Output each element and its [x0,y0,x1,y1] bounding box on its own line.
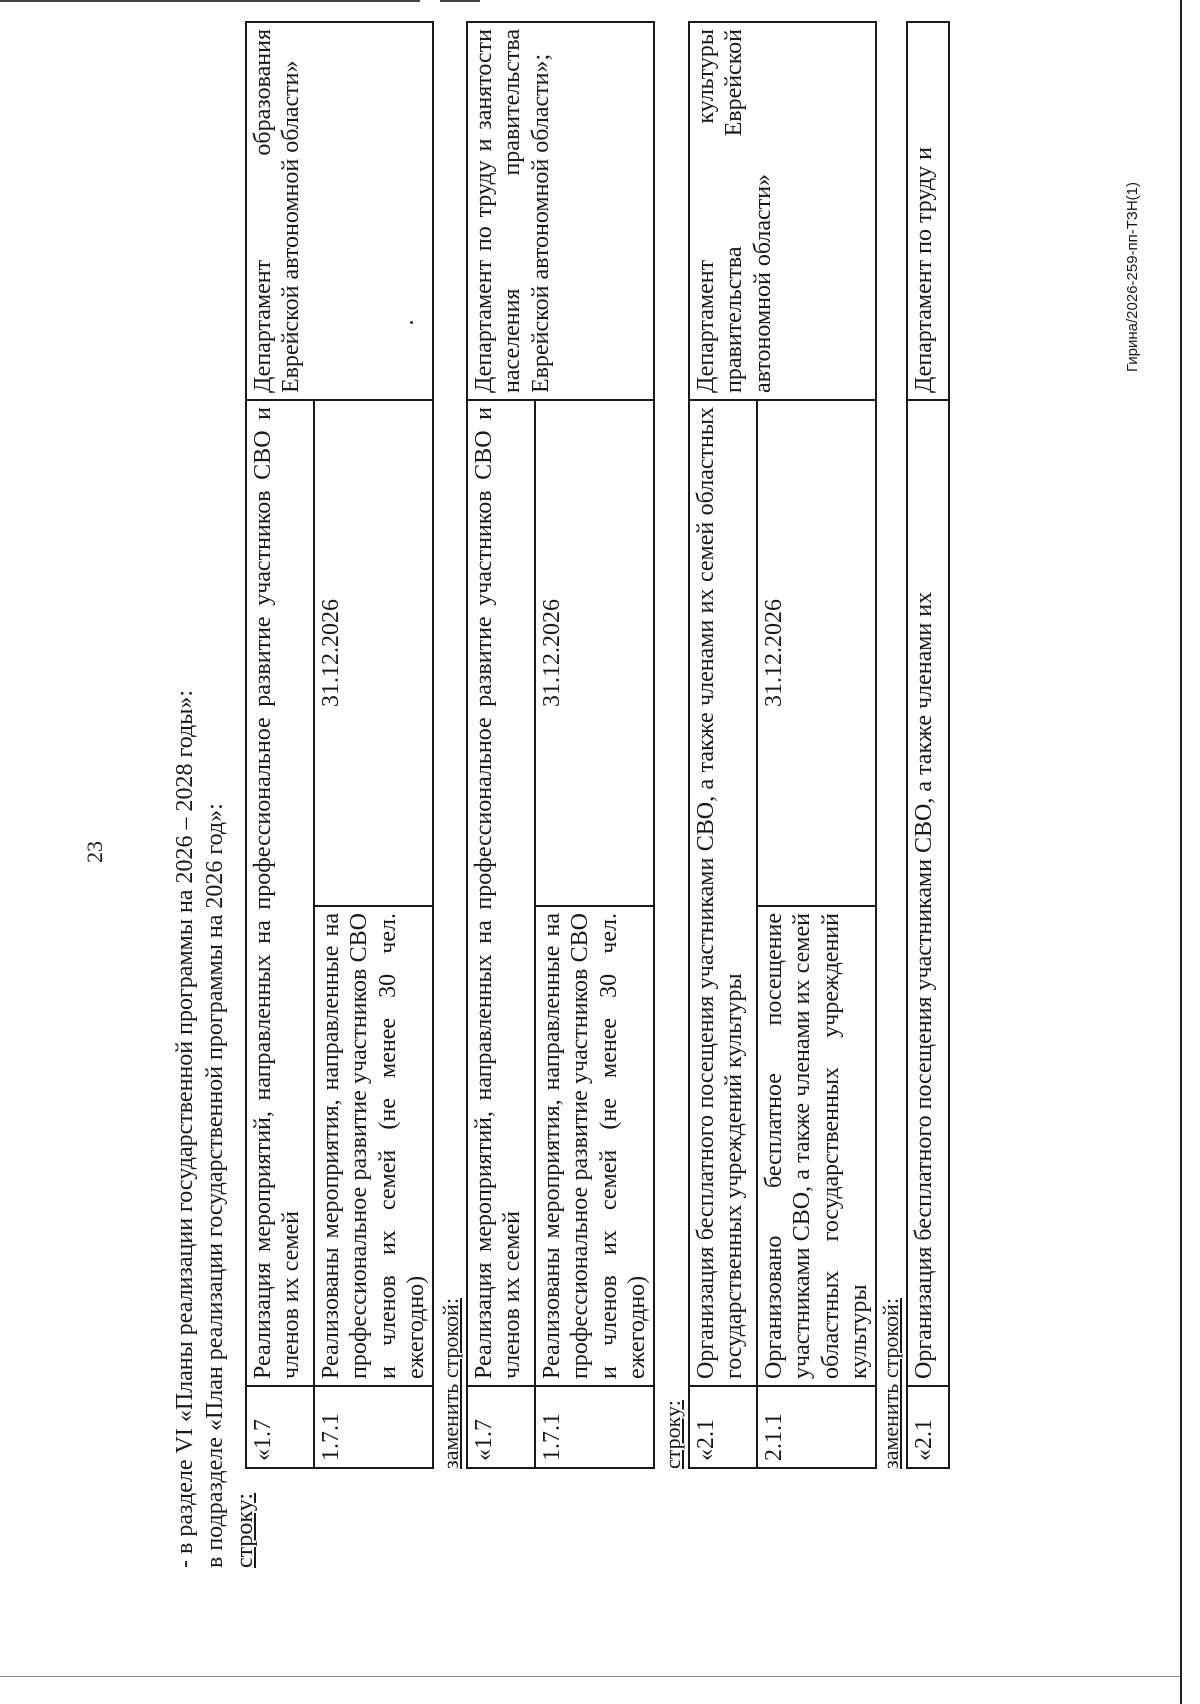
row-department: Департамент культуры правительства Еврейской автономной области» [689,22,876,400]
table-row [246,22,314,1468]
row-text: Организация бесплатного посещения участниками СВО, а также членами их семей областных государственных учреждений культуры [689,400,757,1386]
row-date: 31.12.2026 [314,400,433,906]
row-department: Департамент образования Еврейской автономной области» [246,22,433,400]
row-number: 1.7.1 [535,1386,654,1468]
row-date: 31.12.2026 [757,400,876,906]
label-replace-2: заменить строкой: [878,1298,903,1469]
table-block-3 [688,21,877,1469]
row-text: Реализованы мероприятия, направленные на профессиональное развитие участников СВО и членов их семей (не менее 30 чел. ежегодно) [314,906,433,1386]
label-string-2: строку: [660,1400,685,1469]
table-row [907,22,949,1468]
row-text: Организация бесплатного посещения участниками СВО, а также членами их [907,400,949,1386]
row-department: Департамент по труду и [907,22,949,400]
intro-line-1: - в разделе VI «Планы реализации государственной программы на 2026 – 2028 годы»: [172,689,198,1568]
row-text: Организовано бесплатное посещение участниками СВО, а также членами их семей областных государственных учреждений культуры [757,906,876,1386]
table-block-1 [245,21,434,1469]
intro-line-3: строку: [232,1492,258,1568]
table-block-2 [466,21,655,1469]
row-number: 2.1.1 [757,1386,876,1468]
row-number: «1.7 [246,1386,314,1468]
row-text: Реализация мероприятий, направленных на профессиональное развитие участников СВО и членов их семей [467,400,535,1386]
row-date: 31.12.2026 [535,400,654,906]
row-number: «2.1 [689,1386,757,1468]
page-number: 23 [82,841,107,863]
table-row [467,22,535,1468]
intro-line-2: в подразделе «План реализации государственной программы на 2026 год»: [202,803,228,1568]
document-footer: Гирина/2026-259-пп-ТЗН(1) [1124,181,1141,372]
row-number: 1.7.1 [314,1386,433,1468]
row-number: «1.7 [467,1386,535,1468]
table-block-4 [906,21,950,1469]
table-row [689,22,757,1468]
row-text: Реализация мероприятий, направленных на профессиональное развитие участников СВО и членов их семей [246,400,314,1386]
row-department: Департамент по труду и занятости населения правительства Еврейской автономной области»; [467,22,654,400]
label-replace-1: заменить строкой: [438,1298,463,1469]
scan-speck [410,321,413,324]
row-text: Реализованы мероприятия, направленные на профессиональное развитие участников СВО и членов их семей (не менее 30 чел. ежегодно) [535,906,654,1386]
row-number: «2.1 [907,1386,949,1468]
